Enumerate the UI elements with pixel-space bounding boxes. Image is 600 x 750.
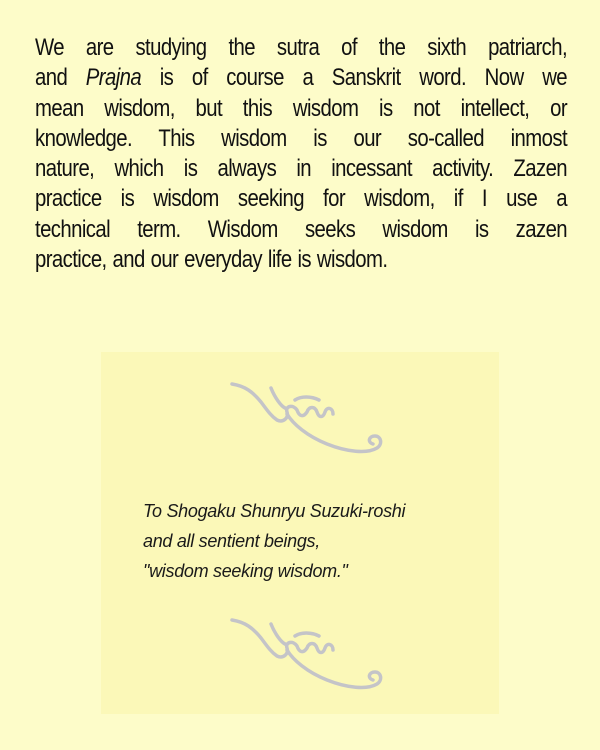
quote-line-2-rest: is of course a Sanskrit word. Now we	[159, 64, 568, 92]
dedication-line-3: "wisdom seeking wisdom."	[143, 561, 348, 581]
quote-line-3: mean wisdom, but this wisdom is not intellect, or	[35, 94, 568, 122]
quote-line-7: technical term. Wisdom seeks wisdom is zazen	[35, 215, 568, 243]
dedication-line-2: and all sentient beings,	[143, 531, 320, 551]
main-quote	[35, 33, 567, 275]
quote-line-8: practice, and our everyday life is wisdom.	[35, 246, 388, 274]
calligraphy-flourish-icon	[227, 614, 392, 694]
dedication-line-1: To Shogaku Shunryu Suzuki-roshi	[143, 501, 406, 521]
dedication-text	[143, 496, 405, 586]
prajna-term: Prajna	[85, 64, 142, 92]
dedication-panel	[101, 352, 499, 714]
calligraphy-flourish-icon	[227, 378, 392, 458]
quote-line-6: practice is wisdom seeking for wisdom, if I use a	[35, 185, 568, 213]
quote-word-and: and	[35, 64, 68, 92]
quote-line-2	[35, 63, 567, 93]
quote-line-4: knowledge. This wisdom is our so-called inmost	[35, 124, 568, 152]
quote-line-5: nature, which is always in incessant activity. Zazen	[35, 155, 568, 183]
quote-line-1: We are studying the sutra of the sixth patriarch,	[35, 34, 568, 61]
